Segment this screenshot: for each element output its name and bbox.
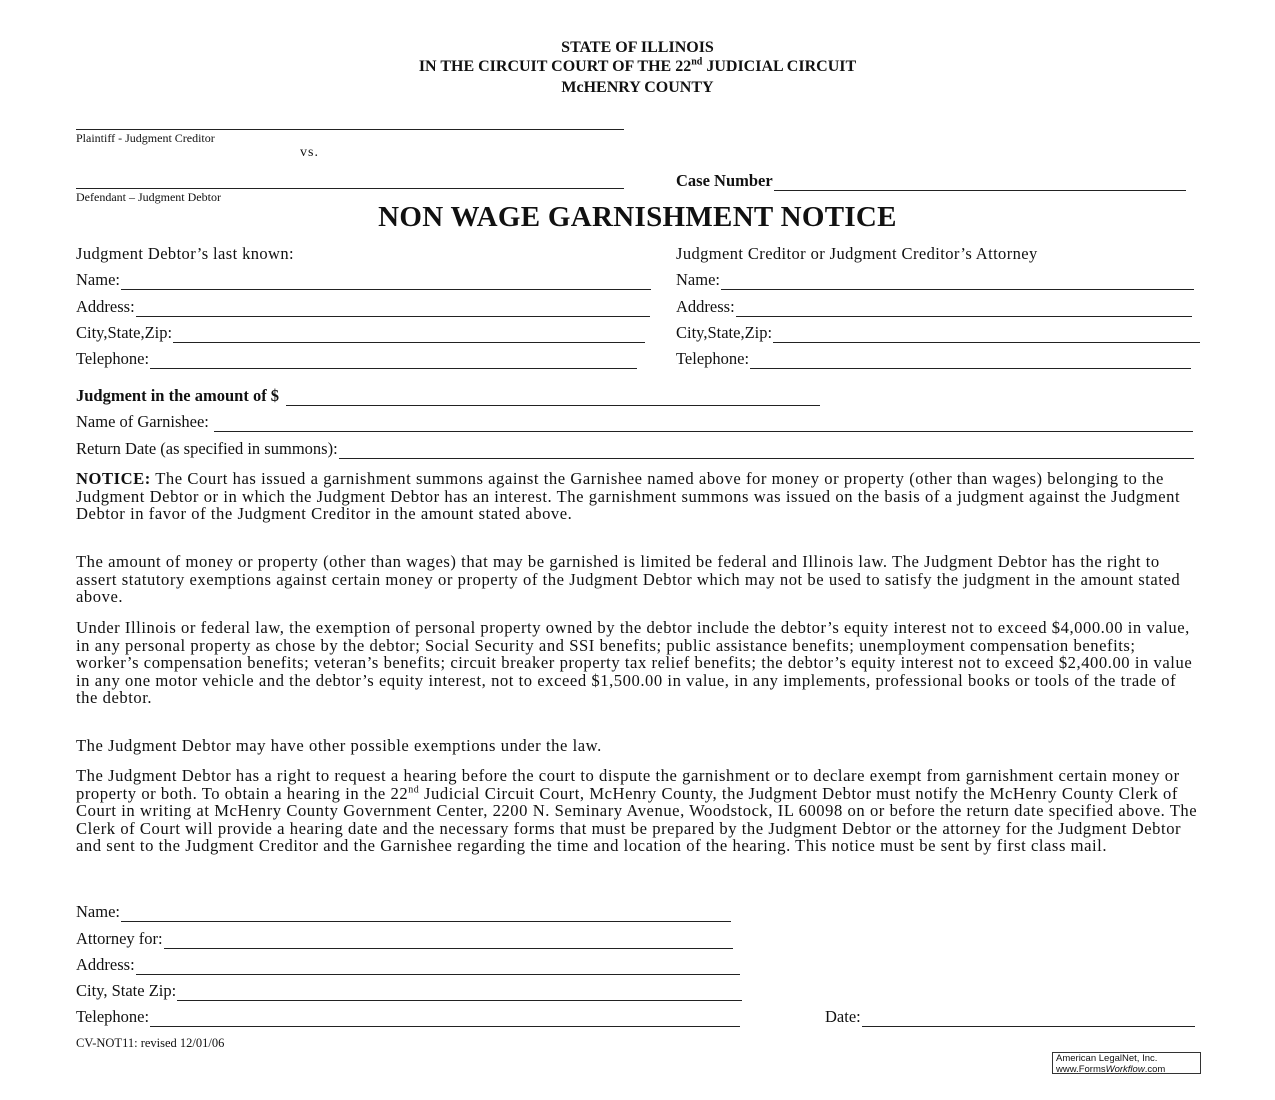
debtor-telephone-label: Telephone: — [76, 349, 150, 368]
case-number-field — [676, 171, 1186, 191]
signature-address-input[interactable] — [136, 960, 740, 975]
signature-telephone-label: Telephone: — [76, 1007, 150, 1026]
signature-name-field — [76, 902, 731, 922]
plaintiff-input-line[interactable] — [76, 115, 624, 130]
creditor-telephone-label: Telephone: — [676, 349, 750, 368]
debtor-name-input[interactable] — [121, 275, 651, 290]
attorney-for-input[interactable] — [164, 934, 733, 949]
garnishee-label: Name of Garnishee: — [76, 412, 209, 431]
publisher-url-italic: Workflow — [1105, 1063, 1145, 1075]
notice-paragraph-5-text: The Judgment Debtor has a right to request a hearing before the court to dispute the garnishment or to declare exempt from garnishment certain money or property or both. To obtain a hearing in the 22 — [76, 766, 1180, 803]
versus-label: vs. — [300, 145, 319, 160]
publisher-name: American LegalNet, Inc. — [1056, 1053, 1158, 1064]
county-heading: McHENRY COUNTY — [561, 79, 714, 96]
creditor-name-input[interactable] — [721, 275, 1194, 290]
debtor-address-input[interactable] — [136, 302, 650, 317]
debtor-telephone-field — [76, 349, 637, 369]
notice-paragraph-5-suffix: Judicial Circuit Court, McHenry County, the Judgment Debtor must notify the McHenry County Clerk of Court in writing at McHenry County Government Center, 2200 N. Seminary Avenue, Woodstock, IL 60098 on or before the return date specified above. The Clerk of Court will provide a hearing date and the necessary forms that must be prepared by the Judgment Debtor or the attorney for the Judgment Debtor and sent to the Judgment Creditor and the Garnishee regarding the time and location of the hearing. This notice must be sent by first class mail. — [76, 783, 1198, 856]
defendant-input-line[interactable] — [76, 174, 624, 189]
debtor-address-label: Address: — [76, 297, 135, 316]
signature-city-state-zip-field — [76, 981, 742, 1001]
circuit-heading-text: IN THE CIRCUIT COURT OF THE 22 — [418, 58, 692, 75]
garnishee-input[interactable] — [214, 417, 1193, 432]
case-number-label: Case Number — [676, 171, 773, 190]
publisher-url-suffix: .com — [1144, 1063, 1166, 1075]
debtor-telephone-input[interactable] — [150, 354, 637, 369]
signature-address-label: Address: — [76, 955, 135, 974]
creditor-city-state-zip-field — [676, 323, 1200, 343]
notice-paragraph-1-text: The Court has issued a garnishment summons against the Garnishee named above for money or property (other than wages) belonging to the Judgment Debtor or in which the Judgment Debtor has an interest. The garnishment summons was issued on the basis of a judgment against the Judgment Debtor in favor of the Judgment Creditor in the amount stated above. — [76, 469, 1181, 524]
creditor-address-input[interactable] — [736, 302, 1192, 317]
debtor-name-label: Name: — [76, 270, 120, 289]
signature-telephone-field — [76, 1007, 740, 1027]
notice-lead: NOTICE: — [76, 469, 151, 488]
publisher-badge — [1052, 1052, 1201, 1074]
creditor-city-state-zip-label: City,State,Zip: — [676, 323, 773, 342]
form-id: CV-NOT11: revised 12/01/06 — [76, 1036, 225, 1050]
garnishee-field — [76, 412, 1193, 432]
debtor-city-state-zip-input[interactable] — [173, 328, 645, 343]
debtor-city-state-zip-field — [76, 323, 645, 343]
notice-paragraph-3: Under Illinois or federal law, the exemption of personal property owned by the debtor include the debtor’s equity interest not to exceed $4,000.00 in value, in any personal property as chose by the debtor; Social Security and SSI benefits; public assistance benefits; unemployment compensation benefits; worker’s compensation benefits; veteran’s benefits; circuit breaker property tax relief benefits; the debtor’s equity interest not to exceed $2,400.00 in value in any one motor vehicle and the debtor’s equity interest, not to exceed $1,500.00 in value, in any implements, professional books or tools of the trade of the debtor. — [76, 618, 1193, 708]
creditor-address-label: Address: — [676, 297, 735, 316]
creditor-telephone-field — [676, 349, 1191, 369]
circuit-ordinal: nd — [691, 56, 703, 68]
debtor-name-field — [76, 270, 651, 290]
publisher-url-prefix: www.Forms — [1056, 1063, 1106, 1075]
notice-paragraph-5 — [76, 767, 1201, 855]
notice-paragraph-5-ordinal: nd — [408, 784, 420, 796]
judgment-amount-input[interactable] — [286, 391, 820, 406]
plaintiff-label: Plaintiff - Judgment Creditor — [76, 131, 215, 145]
creditor-name-label: Name: — [676, 270, 720, 289]
return-date-field — [76, 439, 1194, 459]
signature-telephone-input[interactable] — [150, 1012, 740, 1027]
date-input[interactable] — [862, 1012, 1195, 1027]
signature-name-label: Name: — [76, 902, 120, 921]
creditor-name-field — [676, 270, 1194, 290]
notice-paragraph-2: The amount of money or property (other than wages) that may be garnished is limited be federal and Illinois law. The Judgment Debtor has the right to assert statutory exemptions against certain money or property of the Judgment Debtor which may not be used to satisfy the judgment in the amount stated above. — [76, 552, 1181, 607]
return-date-input[interactable] — [339, 444, 1194, 459]
signature-city-state-zip-input[interactable] — [177, 986, 742, 1001]
circuit-heading-suffix: JUDICIAL CIRCUIT — [702, 58, 857, 75]
creditor-city-state-zip-input[interactable] — [773, 328, 1200, 343]
court-state-heading: STATE OF ILLINOIS — [561, 39, 714, 56]
notice-paragraph-1 — [76, 470, 1201, 523]
defendant-label: Defendant – Judgment Debtor — [76, 190, 221, 204]
creditor-telephone-input[interactable] — [750, 354, 1191, 369]
publisher-url — [1056, 1065, 1200, 1076]
notice-paragraph-4: The Judgment Debtor may have other possible exemptions under the law. — [76, 736, 602, 755]
creditor-address-field — [676, 297, 1192, 317]
debtor-address-field — [76, 297, 650, 317]
attorney-for-field — [76, 929, 733, 949]
judgment-amount-label: Judgment in the amount of $ — [76, 386, 280, 405]
attorney-for-label: Attorney for: — [76, 929, 163, 948]
page-title: NON WAGE GARNISHMENT NOTICE — [378, 201, 897, 233]
debtor-heading: Judgment Debtor’s last known: — [76, 244, 294, 263]
return-date-label: Return Date (as specified in summons): — [76, 439, 338, 458]
signature-address-field — [76, 955, 740, 975]
date-field — [825, 1007, 1195, 1027]
debtor-city-state-zip-label: City,State,Zip: — [76, 323, 173, 342]
signature-name-input[interactable] — [121, 907, 731, 922]
signature-city-state-zip-label: City, State Zip: — [76, 981, 177, 1000]
court-circuit-heading — [0, 58, 1275, 76]
creditor-heading: Judgment Creditor or Judgment Creditor’s Attorney — [676, 244, 1038, 263]
case-number-input[interactable] — [774, 176, 1186, 191]
judgment-amount-field — [76, 386, 820, 406]
date-label: Date: — [825, 1007, 861, 1026]
